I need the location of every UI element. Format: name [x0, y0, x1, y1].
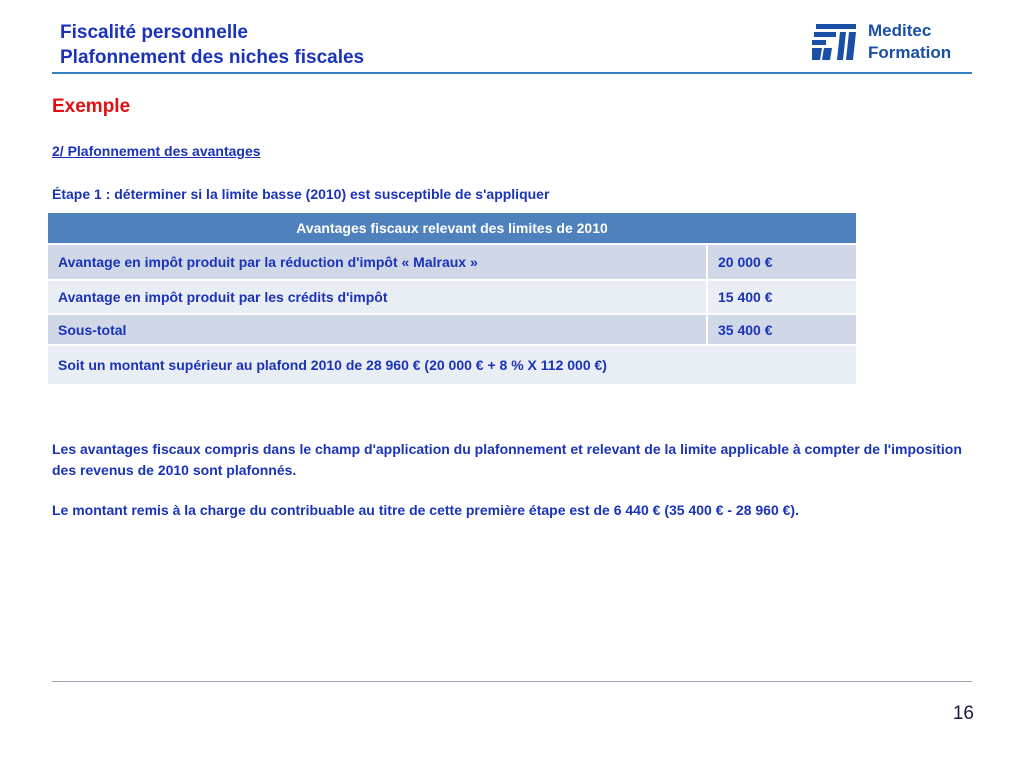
- table-header: Avantages fiscaux relevant des limites de 2010: [48, 213, 856, 244]
- explanation-paragraph: Les avantages fiscaux compris dans le champ d'application du plafonnement et relevant de la limite applicable à compter de l'imposition des revenus de 2010 sont plafonnés.: [52, 441, 962, 478]
- summary-text: Soit un montant supérieur au plafond 2010 de 28 960 € (20 000 € + 8 % X 112 000 €): [48, 345, 856, 385]
- page-number: 16: [952, 703, 974, 724]
- table-row: [48, 244, 856, 280]
- footer-divider: [52, 681, 972, 682]
- advantages-table: [48, 213, 856, 386]
- row-value: 20 000 €: [707, 244, 856, 280]
- subtitle: 2/ Plafonnement des avantages: [52, 143, 261, 159]
- logo-text: [868, 20, 951, 64]
- slide-header-title: [60, 20, 364, 70]
- step-description: Étape 1 : déterminer si la limite basse (2010) est susceptible de s'appliquer: [52, 186, 550, 202]
- logo-text-line1: Meditec: [868, 21, 932, 40]
- meditec-logo-icon: [812, 22, 860, 62]
- header-title-line2: Plafonnement des niches fiscales: [60, 47, 365, 68]
- table-header-row: [48, 213, 856, 244]
- logo-text-line2: Formation: [868, 43, 952, 62]
- result-paragraph: Le montant remis à la charge du contribuable au titre de cette première étape est de 6 440 € (35 400 € - 28 960 €).: [52, 502, 799, 518]
- section-title: Exemple: [52, 96, 131, 117]
- row-value: 35 400 €: [707, 314, 856, 345]
- row-value: 15 400 €: [707, 280, 856, 314]
- table-row: [48, 280, 856, 314]
- header-divider: [52, 72, 972, 74]
- row-label: Sous-total: [48, 314, 707, 345]
- row-label: Avantage en impôt produit par la réduction d'impôt « Malraux »: [48, 244, 707, 280]
- table-row-summary: [48, 345, 856, 385]
- table-row-subtotal: [48, 314, 856, 345]
- row-label: Avantage en impôt produit par les crédits d'impôt: [48, 280, 707, 314]
- header-title-line1: Fiscalité personnelle: [60, 22, 248, 43]
- meditec-logo: [812, 20, 972, 66]
